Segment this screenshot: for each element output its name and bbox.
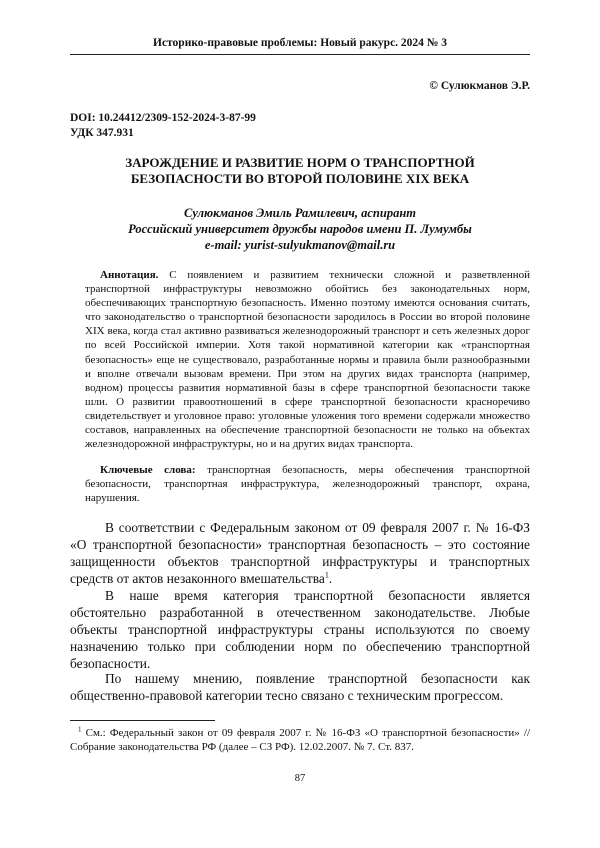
article-title-line-2: БЕЗОПАСНОСТИ ВО ВТОРОЙ ПОЛОВИНЕ XIX ВЕКА	[130, 171, 470, 186]
footnote	[70, 726, 530, 754]
abstract	[85, 268, 530, 451]
author-affiliation: Российский университет дружбы народов имени П. Лумумбы	[128, 222, 472, 236]
copyright-notice: © Сулюкманов Э.Р.	[429, 80, 530, 92]
footnote-mark: 1	[78, 725, 82, 734]
footnote-text: См.: Федеральный закон от 09 февраля 2007 г. № 16-ФЗ «О транспортной безопасности» // Собрание законодательства РФ (далее – СЗ РФ). 12.02.2007. № 7. Ст. 837.	[70, 727, 530, 754]
author-block	[70, 205, 530, 253]
author-email: e-mail: yurist-sulyukmanov@mail.ru	[204, 238, 396, 252]
abstract-label: Аннотация.	[100, 269, 159, 281]
author-name: Сулюкманов Эмиль Рамилевич, аспирант	[184, 206, 416, 220]
header-divider	[70, 54, 530, 55]
footnote-reference[interactable]: 1	[324, 570, 329, 580]
article-title	[70, 155, 530, 187]
body-paragraph-1	[70, 519, 530, 587]
udk-line: УДК 347.931	[70, 127, 134, 139]
keywords-text: транспортная безопасность, меры обеспечения транспортной безопасности, транспортная инфраструктура, железнодорожный транспорт, охрана, нарушения.	[85, 464, 531, 505]
doi-line: DOI: 10.24412/2309-152-2024-3-87-99	[70, 112, 256, 124]
keywords	[85, 463, 530, 505]
body-paragraph-2: В наше время категория транспортной безопасности является обстоятельно разработанной в отечественном законодательстве. Любые объекты транспортной инфраструктуры страны используются по своему назначению только при соблюдении норм по обеспечению транспортной безопасности.	[70, 588, 530, 671]
article-title-line-1: ЗАРОЖДЕНИЕ И РАЗВИТИЕ НОРМ О ТРАНСПОРТНОЙ	[125, 155, 475, 170]
abstract-text: С появлением и развитием технически сложной и разветвленной транспортной инфраструктуры невозможно обойтись без законодательных норм, обеспечивающих транспортную безопасность. Именно поэтому имеются основания считать, что законодательство о транспортной безопасности зародилось в России во второй половине XIX века, когда стал активно развиваться железнодорожный транспорт и сеть железных дорог по всей Российской империи. Хотя такой нормативной категории как «транспортная безопасность» еще не существовало, разработанные нормы и правила были разнообразными и вполне отвечали вызовам времени. При этом на других видах транспорта (например, водном) процессы развития нормативной базы в сфере транспортной безопасности также шли. О развитии правоотношений в сфере транспортной безопасности красноречиво свидетельствует и уголовное право: уголовные уложения того времени содержали множество составов, направленных на обеспечение транспортной безопасности не только на объектах железнодорожной инфраструктуры, но и на других видах транспорта.	[85, 269, 531, 451]
page-number: 87	[294, 773, 306, 784]
footnote-divider	[70, 720, 215, 721]
paragraph-1-text: В соответствии с Федеральным законом от 09 февраля 2007 г. № 16-ФЗ «О транспортной безопасности» транспортная безопасность – это состояние защищенности объектов транспортной инфраструктуры и транспортных средств от актов незаконного вмешательства	[70, 520, 530, 586]
keywords-label: Ключевые слова:	[100, 464, 196, 476]
body-paragraph-3: По нашему мнению, появление транспортной безопасности как общественно-правовой категории тесно связано с техническим прогрессом.	[70, 671, 530, 703]
running-title: Историко-правовые проблемы: Новый ракурс. 2024 № 3	[153, 37, 447, 49]
paragraph-1-end: .	[328, 571, 333, 586]
